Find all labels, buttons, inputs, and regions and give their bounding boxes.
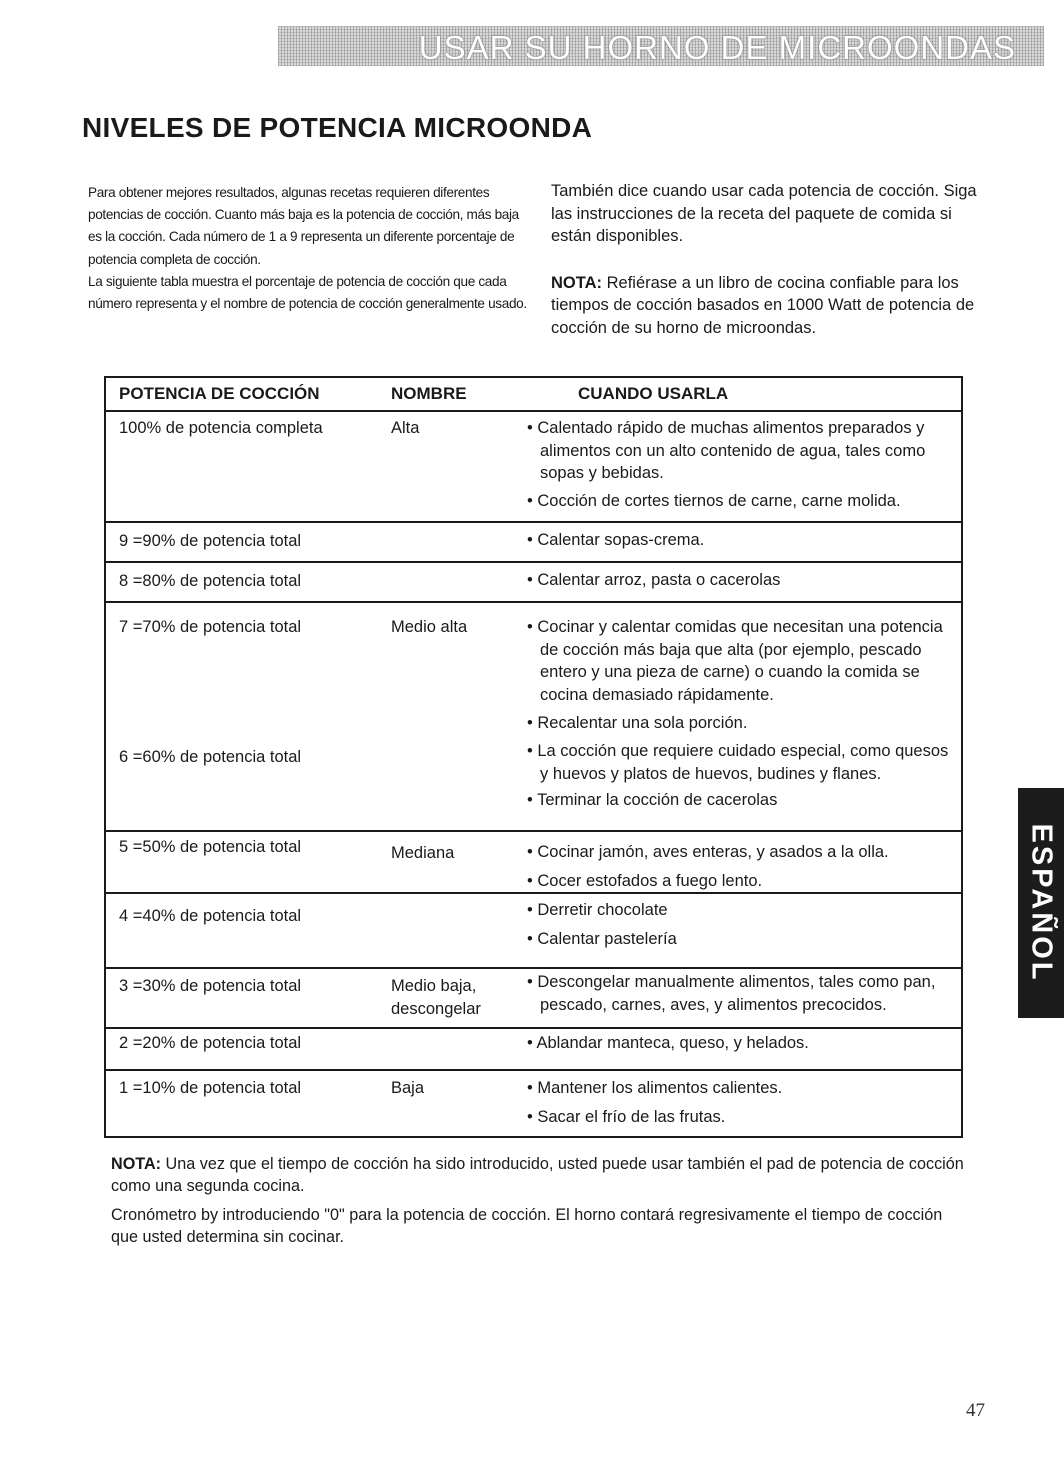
- row-use: • Derretir chocolate: [527, 901, 668, 919]
- row-power: 3 =30% de potencia total: [119, 977, 302, 995]
- row-name: Medio alta: [391, 618, 468, 636]
- row-uses: [527, 1077, 955, 1128]
- row-use: • Cocinar jamón, aves enteras, y asados a la olla.: [527, 843, 889, 861]
- row-use: • Descongelar manualmente alimentos, tales como pan, pescado, carnes, aves, y alimentos precocidos.: [527, 973, 936, 1014]
- row-uses: [527, 971, 955, 1016]
- row-use: • Cocinar y calentar comidas que necesitan una potencia de cocción más baja que alta (por ejemplo, pescado entero y una pieza de carne) o cuando la comida se cocina demasiado rápidamente.: [527, 618, 943, 704]
- row-uses: [527, 417, 955, 512]
- table-row: [106, 412, 961, 523]
- row-power: 7 =70% de potencia total: [119, 618, 302, 636]
- row-use: • La cocción que requiere cuidado especial, como quesos y huevos y platos de huevos, budines y flanes.: [527, 742, 949, 783]
- table-row: [106, 563, 961, 603]
- row-use: • Calentar sopas-crema.: [527, 531, 705, 549]
- row-name: Medio baja, descongelar: [391, 977, 481, 1018]
- footer-note-text: Una vez que el tiempo de cocción ha sido introducido, usted puede usar también el pad de potencia de cocción como una segunda cocina.: [111, 1155, 964, 1195]
- header-power: POTENCIA DE COCCIÓN: [119, 384, 320, 403]
- table-row: [106, 894, 961, 969]
- row-uses: [527, 841, 955, 892]
- table-row: [106, 523, 961, 563]
- row-uses: [527, 529, 955, 552]
- table-row: [106, 969, 961, 1029]
- row-power: 100% de potencia completa: [119, 419, 323, 437]
- header-name: NOMBRE: [391, 384, 467, 403]
- intro-left-paragraph-2: La siguiente tabla muestra el porcentaje de potencia de cocción que cada número representa y el nombre de potencia de cocción generalmente usado.: [88, 273, 527, 312]
- intro-right-note: [551, 272, 981, 340]
- row-use: • Sacar el frío de las frutas.: [527, 1107, 726, 1126]
- language-side-tab: [1018, 788, 1064, 1018]
- power-levels-table: [104, 376, 963, 1138]
- row-use: • Calentar pastelería: [527, 929, 677, 948]
- row-use: • Calentado rápido de muchas alimentos preparados y alimentos con un alto contenido de agua, tales como sopas y bebidas.: [527, 419, 926, 482]
- table-row: [106, 832, 961, 894]
- page-title: NIVELES DE POTENCIA MICROONDA: [82, 112, 593, 143]
- intro-right-column: [551, 180, 981, 339]
- footer-notes: [111, 1154, 971, 1248]
- row-uses: [527, 1032, 955, 1055]
- row-use: • Cocción de cortes tiernos de carne, carne molida.: [527, 491, 901, 510]
- row-uses: [527, 899, 955, 950]
- row-use: • Ablandar manteca, queso, y helados.: [527, 1034, 809, 1052]
- table-row: [106, 603, 961, 736]
- footer-paragraph-2: Cronómetro by introduciendo "0" para la potencia de cocción. El horno contará regresivamente el tiempo de cocción que usted determina sin cocinar.: [111, 1206, 943, 1246]
- row-use: • Terminar la cocción de cacerolas: [527, 791, 778, 809]
- table-row: [106, 1069, 961, 1136]
- footer-note: [111, 1154, 971, 1197]
- row-power: 8 =80% de potencia total: [119, 572, 302, 590]
- row-power: 2 =20% de potencia total: [119, 1034, 302, 1052]
- header-when: CUANDO USARLA: [578, 384, 729, 403]
- section-header-band: [278, 26, 1044, 66]
- row-use: • Cocer estofados a fuego lento.: [527, 871, 763, 890]
- intro-left-paragraph-1: Para obtener mejores resultados, algunas recetas requieren diferentes potencias de cocción. Cuanto más baja es la potencia de cocción, más baja es la cocción. Cada número de 1 a 9 representa un diferente porcentaje de potencia completa de cocción.: [88, 185, 519, 267]
- table-row: [106, 1029, 961, 1069]
- row-uses: [527, 616, 955, 735]
- row-uses: [527, 740, 955, 812]
- row-power: 1 =10% de potencia total: [119, 1079, 302, 1097]
- intro-right-paragraph-1: También dice cuando usar cada potencia de cocción. Siga las instrucciones de la receta del paquete de comida si están disponibles.: [551, 182, 977, 245]
- row-name: Baja: [391, 1079, 425, 1097]
- footer-note-label: NOTA:: [111, 1155, 162, 1173]
- row-power: 6 =60% de potencia total: [119, 748, 302, 766]
- intro-left-column: [88, 182, 528, 315]
- note-text: Refiérase a un libro de cocina confiable para los tiempos de cocción basados en 1000 Watt de potencia de cocción de su horno de microondas.: [551, 273, 975, 337]
- row-name: Mediana: [391, 844, 455, 862]
- row-use: • Recalentar una sola porción.: [527, 714, 748, 732]
- row-power: 9 =90% de potencia total: [119, 532, 302, 550]
- row-use: • Calentar arroz, pasta o cacerolas: [527, 571, 781, 589]
- language-side-label: ESPAÑOL: [1025, 823, 1058, 983]
- row-power: 4 =40% de potencia total: [119, 907, 302, 925]
- row-uses: [527, 569, 955, 592]
- row-use: • Mantener los alimentos calientes.: [527, 1079, 783, 1097]
- row-power: 5 =50% de potencia total: [119, 838, 302, 856]
- table-row: [106, 736, 961, 832]
- table-header-row: [106, 378, 961, 412]
- section-header-title: USAR SU HORNO DE MICROONDAS: [418, 29, 1016, 66]
- page-number: 47: [966, 1400, 985, 1421]
- note-label: NOTA:: [551, 273, 603, 292]
- row-name: Alta: [391, 419, 420, 437]
